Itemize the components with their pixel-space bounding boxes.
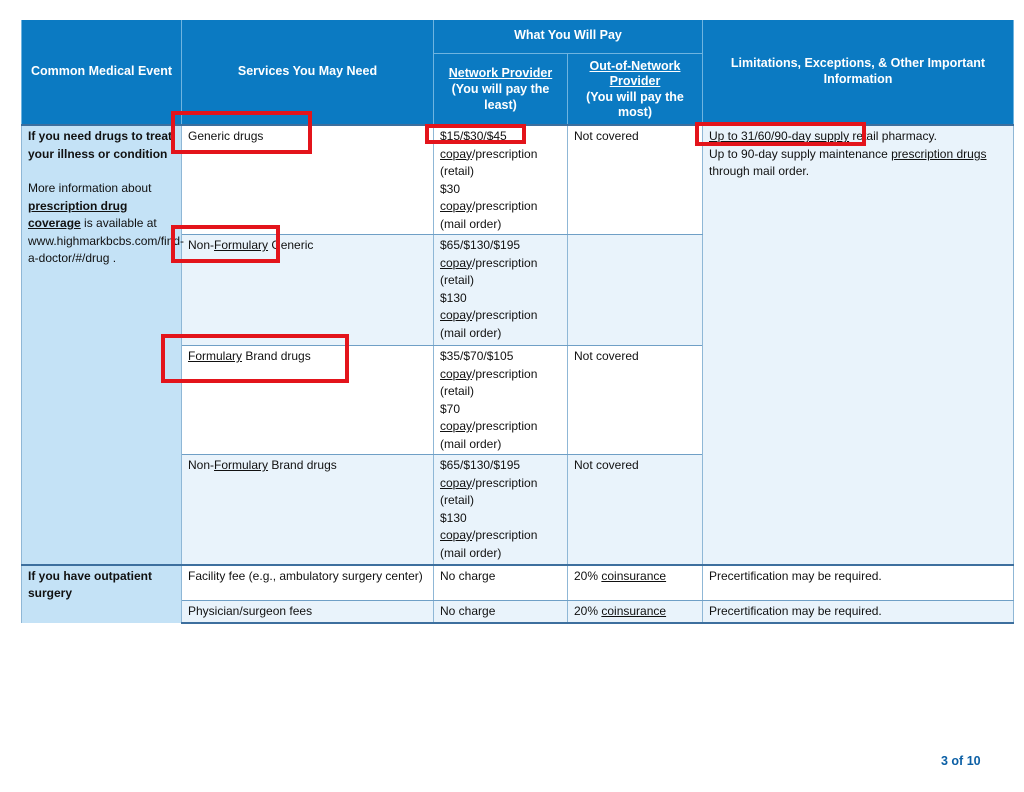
copay-link[interactable]: copay <box>440 366 473 381</box>
copay-link[interactable]: copay <box>440 308 473 322</box>
prescription-drugs-link[interactable]: prescription drugs <box>891 146 987 161</box>
network-cell: $65/$130/$195 copay/prescription (retail) $130 copay/prescription (mail order) <box>434 455 568 565</box>
event-drugs-more-info: More information about prescription drug coverage is available at www.highmarkbcbs.com/find-a-doctor/#/drug . <box>28 181 185 265</box>
service-cell: Formulary Brand drugs <box>182 346 434 455</box>
highlight-supply-limit <box>695 122 866 146</box>
out-of-network-cell <box>568 235 703 346</box>
formulary-link[interactable]: Formulary <box>214 458 269 472</box>
out-of-network-cell: 20% coinsurance <box>568 565 703 601</box>
service-cell: Generic drugs <box>182 125 434 235</box>
service-cell: Non-Formulary Brand drugs <box>182 455 434 565</box>
highlight-copay-amount <box>425 124 526 144</box>
formulary-link[interactable]: Formulary <box>188 349 243 363</box>
out-of-network-provider-link[interactable]: Out-of-Network Provider <box>589 58 681 89</box>
copay-link[interactable]: copay <box>440 528 473 542</box>
highlight-generic-drugs <box>171 111 312 154</box>
copay-link[interactable]: copay <box>440 146 473 161</box>
header-services: Services You May Need <box>182 20 434 125</box>
highlight-formulary-brand <box>161 334 349 383</box>
network-cell: No charge <box>434 601 568 623</box>
event-outpatient-surgery: If you have outpatient surgery <box>22 565 182 623</box>
network-provider-link[interactable]: Network Provider <box>448 66 553 81</box>
out-of-network-provider-note: (You will pay the most) <box>586 89 684 120</box>
network-provider-note: (You will pay the least) <box>451 81 550 112</box>
network-cell: $65/$130/$195 copay/prescription (retail) $130 copay/prescription (mail order) <box>434 235 568 346</box>
limitation-cell: Precertification may be required. <box>703 601 1014 623</box>
coinsurance-link[interactable]: coinsurance <box>601 568 667 583</box>
supply-limit: Up to 31/60/90-day supply <box>709 129 850 143</box>
copay-link[interactable]: copay <box>440 199 473 213</box>
network-cell: No charge <box>434 565 568 601</box>
header-out-of-network-provider <box>568 53 703 125</box>
prescription-drug-coverage-link[interactable]: prescription drug coverage <box>28 198 128 230</box>
table-row <box>22 565 1014 601</box>
event-drugs-title: If you need drugs to treat your illness or condition <box>28 129 173 161</box>
service-cell: Physician/surgeon fees <box>182 601 434 623</box>
copay-link[interactable]: copay <box>440 419 473 433</box>
copay-link[interactable]: copay <box>440 255 473 270</box>
service-cell: Facility fee (e.g., ambulatory surgery center) <box>182 565 434 601</box>
header-network-provider <box>434 53 568 125</box>
event-drugs <box>22 125 185 565</box>
header-limitations: Limitations, Exceptions, & Other Important Information <box>703 20 1014 125</box>
highlight-non-formulary <box>171 225 280 263</box>
out-of-network-cell: Not covered <box>568 455 703 565</box>
limitation-cell: Precertification may be required. <box>703 565 1014 601</box>
formulary-link[interactable]: Formulary <box>214 238 269 252</box>
page-number: 3 of 10 <box>941 754 981 768</box>
service-cell: Non-Formulary Generic <box>182 235 434 346</box>
network-cell: $15/$30/$45 copay/prescription (retail) $30 copay/prescription (mail order) <box>434 125 568 235</box>
copay-link[interactable]: copay <box>440 475 473 490</box>
coinsurance-link[interactable]: coinsurance <box>601 604 667 618</box>
out-of-network-cell: 20% coinsurance <box>568 601 703 623</box>
coverage-table <box>21 20 1014 624</box>
network-cell: $35/$70/$105 copay/prescription (retail) $70 copay/prescription (mail order) <box>434 346 568 455</box>
out-of-network-cell: Not covered <box>568 125 703 235</box>
header-what-you-will-pay: What You Will Pay <box>434 20 703 53</box>
header-common-medical-event: Common Medical Event <box>22 20 182 125</box>
limitations-drugs: Up to 31/60/90-day supply retail pharmacy. Up to 90-day supply maintenance prescription drugs through mail order. <box>703 125 1014 565</box>
out-of-network-cell: Not covered <box>568 346 703 455</box>
